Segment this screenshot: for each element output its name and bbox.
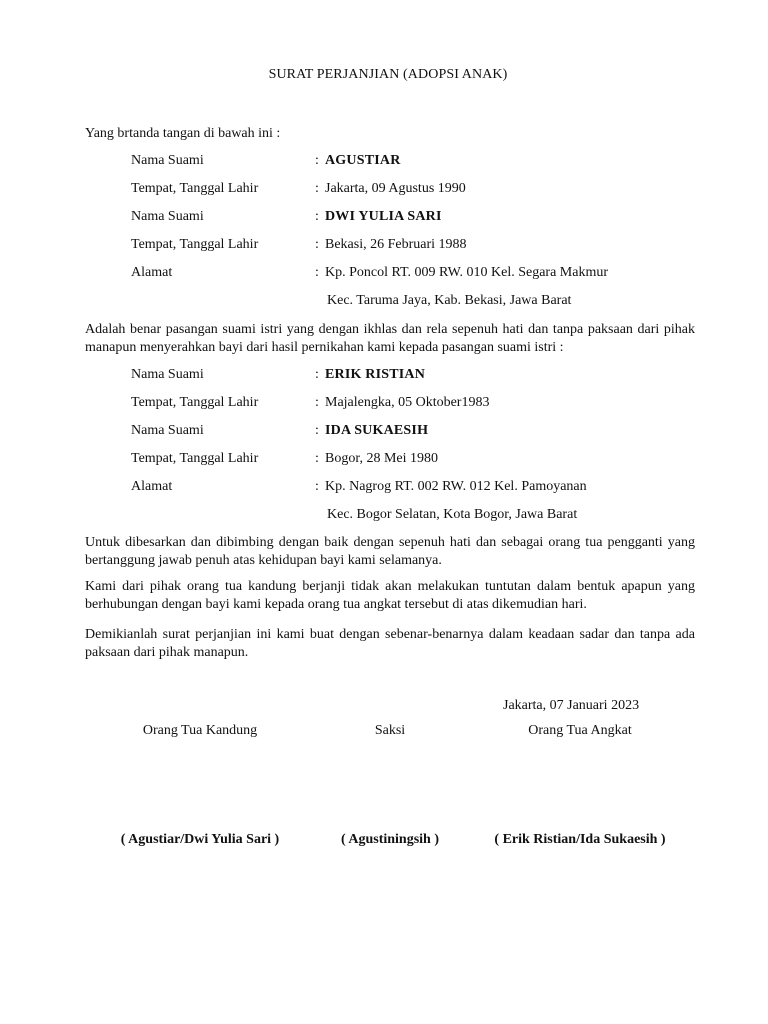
field-value: Bekasi, 26 Februari 1988 [325, 237, 467, 252]
field-label: Nama Suami [131, 423, 204, 438]
field-value: Bogor, 28 Mei 1980 [325, 451, 438, 466]
paragraph-4: Demikianlah surat perjanjian ini kami buat dengan sebenar-benarnya dalam keadaan sadar dan tanpa ada paksaan dari pihak manapun. [85, 627, 695, 660]
field-colon: : [315, 265, 319, 280]
field-colon: : [315, 153, 319, 168]
field-label: Tempat, Tanggal Lahir [131, 181, 259, 196]
field-colon: : [315, 209, 319, 224]
paragraph-3: Kami dari pihak orang tua kandung berjanji tidak akan melakukan tuntutan dalam bentuk apapun yang berhubungan dengan bayi kami kepada orang tua angkat tersebut di atas dikemudian hari. [85, 579, 695, 612]
signature-name-right: ( Erik Ristian/Ida Sukaesih ) [494, 832, 666, 847]
signature-role-left: Orang Tua Kandung [142, 723, 258, 738]
paragraph-2: Untuk dibesarkan dan dibimbing dengan baik dengan sepenuh hati dan sebagai orang tua pengganti yang bertanggung jawab penuh atas kehidupan bayi kami selamanya. [85, 535, 695, 568]
address-continuation: Kec. Bogor Selatan, Kota Bogor, Jawa Barat [327, 507, 578, 522]
field-colon: : [315, 367, 319, 382]
field-colon: : [315, 395, 319, 410]
paragraph-1: Adalah benar pasangan suami istri yang dengan ikhlas dan rela sepenuh hati dan tanpa paksaan dari pihak manapun menyerahkan bayi dari hasil pernikahan kami kepada pasangan suami istri : [85, 322, 695, 355]
field-label: Nama Suami [131, 209, 204, 224]
field-value: Jakarta, 09 Agustus 1990 [325, 181, 466, 196]
field-colon: : [315, 451, 319, 466]
field-label: Nama Suami [131, 367, 204, 382]
field-value: Kp. Nagrog RT. 002 RW. 012 Kel. Pamoyanan [325, 479, 587, 494]
place-date: Jakarta, 07 Januari 2023 [503, 698, 640, 713]
field-label: Tempat, Tanggal Lahir [131, 237, 259, 252]
field-colon: : [315, 181, 319, 196]
document-title: SURAT PERJANJIAN (ADOPSI ANAK) [268, 67, 508, 82]
field-value: AGUSTIAR [325, 153, 401, 168]
field-label: Alamat [131, 479, 173, 494]
field-value: IDA SUKAESIH [325, 423, 429, 438]
field-colon: : [315, 423, 319, 438]
field-value: DWI YULIA SARI [325, 209, 442, 224]
field-label: Nama Suami [131, 153, 204, 168]
field-value: ERIK RISTIAN [325, 367, 426, 382]
signature-role-middle: Saksi [374, 723, 406, 738]
field-label: Alamat [131, 265, 173, 280]
signature-name-middle: ( Agustiningsih ) [340, 832, 440, 847]
address-continuation: Kec. Taruma Jaya, Kab. Bekasi, Jawa Barat [327, 293, 572, 308]
intro-text: Yang brtanda tangan di bawah ini : [85, 126, 281, 141]
field-label: Tempat, Tanggal Lahir [131, 451, 259, 466]
field-colon: : [315, 237, 319, 252]
field-value: Majalengka, 05 Oktober1983 [325, 395, 490, 410]
field-label: Tempat, Tanggal Lahir [131, 395, 259, 410]
field-value: Kp. Poncol RT. 009 RW. 010 Kel. Segara Makmur [325, 265, 609, 280]
field-colon: : [315, 479, 319, 494]
signature-role-right: Orang Tua Angkat [528, 723, 632, 738]
signature-name-left: ( Agustiar/Dwi Yulia Sari ) [120, 832, 280, 847]
